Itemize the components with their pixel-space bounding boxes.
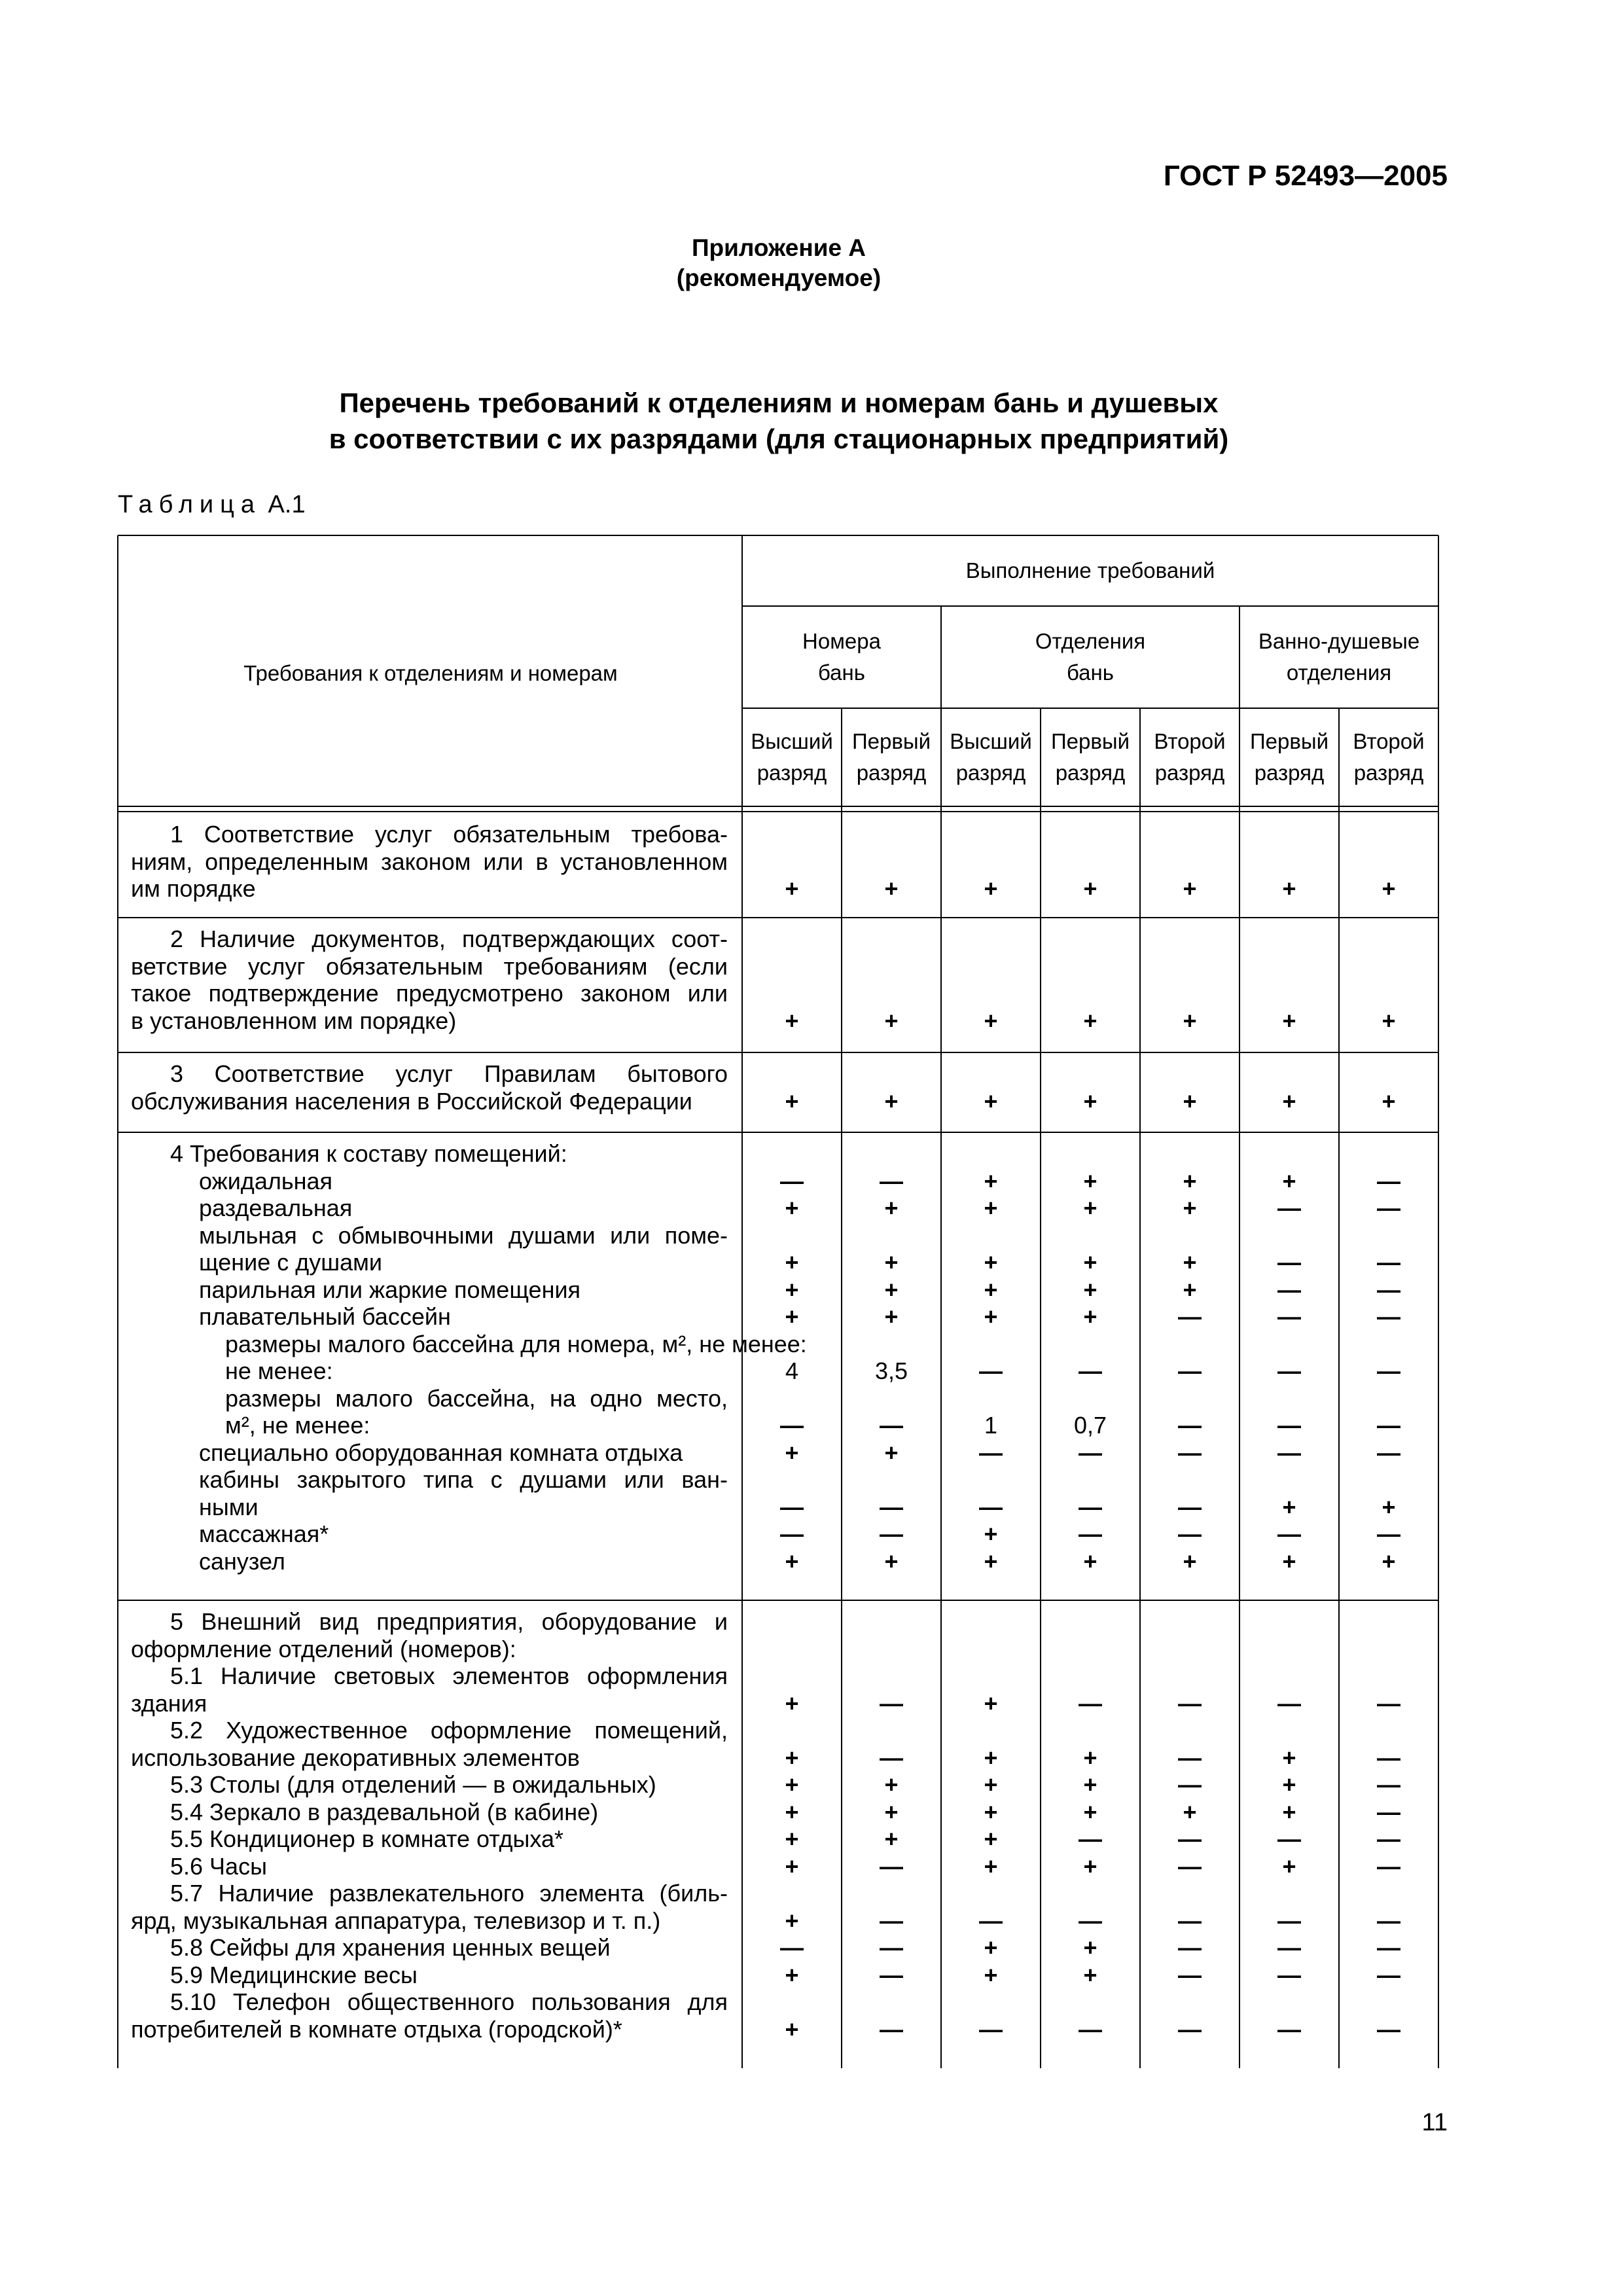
requirement-mark: +	[984, 1689, 998, 1717]
requirement-line: здания	[131, 1689, 207, 1717]
requirement-line: 1 Соответствие услуг обязательным требова-	[170, 821, 728, 848]
requirement-mark: +	[884, 1439, 899, 1466]
requirement-mark: —	[1277, 2015, 1301, 2043]
requirement-mark: 4	[785, 1357, 799, 1384]
requirement-mark: —	[1377, 1276, 1400, 1303]
requirement-mark: +	[884, 1303, 899, 1330]
requirement-mark: +	[984, 1547, 998, 1575]
header-line: Номера	[802, 629, 881, 653]
requirement-mark: +	[785, 1194, 799, 1221]
requirement-mark: —	[1377, 1412, 1400, 1439]
requirement-mark: +	[884, 875, 899, 902]
requirement-mark: —	[1377, 1194, 1400, 1221]
requirement-line: 5.9 Медицинские весы	[170, 1961, 418, 1988]
requirement-mark: +	[1282, 1771, 1296, 1798]
requirement-mark: —	[1178, 1934, 1202, 1961]
col-header-category	[742, 708, 842, 806]
requirement-mark: +	[1083, 1276, 1097, 1303]
header-line: Второй	[1353, 729, 1425, 753]
requirement-mark: +	[785, 1744, 799, 1771]
requirement-line: 5.8 Сейфы для хранения ценных вещей	[170, 1934, 611, 1961]
requirement-mark: —	[880, 2015, 903, 2043]
requirement-mark: —	[1277, 1249, 1301, 1276]
requirement-mark: +	[1083, 1852, 1097, 1880]
requirement-mark: —	[1277, 1412, 1301, 1439]
col-header-category	[941, 708, 1041, 806]
requirement-mark: —	[979, 1439, 1003, 1466]
requirement-line: ожидальная	[199, 1167, 332, 1194]
requirement-mark: +	[884, 1194, 899, 1221]
requirement-mark: +	[984, 1961, 998, 1988]
requirement-mark: —	[979, 1493, 1003, 1520]
requirement-mark: —	[880, 1961, 903, 1988]
col-header-group	[1240, 606, 1438, 708]
col-header-fulfilment-label	[966, 555, 1215, 586]
requirement-mark: +	[984, 1194, 998, 1221]
requirement-mark: +	[1282, 875, 1296, 902]
requirement-mark: —	[780, 1167, 804, 1194]
requirement-mark: +	[984, 1520, 998, 1547]
header-line: разряд	[1055, 761, 1126, 785]
requirement-mark: +	[984, 1303, 998, 1330]
requirement-line: обслуживания населения в Российской Федерации	[131, 1087, 692, 1115]
requirement-line: м², не менее:	[225, 1412, 370, 1439]
requirement-mark: —	[1377, 1825, 1400, 1852]
title-line-2: в соответствии с их разрядами (для стационарных предприятий)	[329, 423, 1229, 454]
requirement-line: 5.4 Зеркало в раздевальной (в кабине)	[170, 1798, 599, 1825]
requirement-mark: +	[785, 1249, 799, 1276]
requirement-line: размеры малого бассейна, на одно место,	[225, 1384, 728, 1412]
requirement-mark: +	[1382, 1007, 1396, 1034]
requirement-text	[131, 1060, 728, 1115]
requirement-mark: +	[785, 1276, 799, 1303]
header-line: Отделения	[1035, 629, 1146, 653]
requirement-text	[131, 1140, 807, 1575]
requirement-mark: —	[1178, 1907, 1202, 1934]
requirement-mark: +	[884, 1771, 899, 1798]
requirement-mark: +	[1183, 1547, 1197, 1575]
requirement-line: 5.1 Наличие световых элементов оформления	[170, 1662, 728, 1689]
requirement-mark: —	[1377, 1520, 1400, 1547]
table-caption-number: А.1	[261, 491, 306, 518]
requirement-mark: —	[1178, 1412, 1202, 1439]
header-line: разряд	[1154, 761, 1225, 785]
requirement-line: 5.3 Столы (для отделений — в ожидальных)	[170, 1771, 656, 1798]
header-line: разряд	[1353, 761, 1424, 785]
requirement-mark: +	[785, 1087, 799, 1115]
title-line-1: Перечень требований к отделениям и номерам бань и душевых	[339, 387, 1219, 418]
requirement-mark: +	[884, 1249, 899, 1276]
requirement-mark: +	[1083, 1007, 1097, 1034]
requirement-mark: —	[1277, 1276, 1301, 1303]
requirement-mark: 0,7	[1073, 1412, 1107, 1439]
requirement-line: ниям, определенным законом или в установленном	[131, 848, 728, 875]
requirement-mark: +	[1282, 1744, 1296, 1771]
requirement-mark: —	[1277, 1689, 1301, 1717]
header-line: Высший	[950, 729, 1032, 753]
requirement-mark: +	[984, 1744, 998, 1771]
header-line: разряд	[856, 761, 927, 785]
requirement-line: ветствие услуг обязательным требованиям (если	[131, 952, 728, 980]
requirement-mark: —	[1277, 1439, 1301, 1466]
col-header-group-label	[1258, 626, 1419, 689]
requirement-mark: —	[1079, 1689, 1102, 1717]
requirement-mark: +	[785, 1798, 799, 1825]
requirement-mark: +	[1183, 1167, 1197, 1194]
requirement-mark: —	[1079, 1439, 1102, 1466]
col-header-category-label	[1051, 726, 1130, 789]
header-line: Высший	[751, 729, 833, 753]
requirement-line: 5.6 Часы	[170, 1852, 267, 1880]
col-header-category-label	[950, 726, 1032, 789]
requirement-mark: —	[1178, 1439, 1202, 1466]
requirement-mark: —	[880, 1744, 903, 1771]
requirement-mark: —	[1277, 1357, 1301, 1384]
requirement-mark: +	[1382, 1547, 1396, 1575]
requirement-mark: +	[984, 1276, 998, 1303]
requirement-mark: —	[1178, 1303, 1202, 1330]
requirement-line: оформление отделений (номеров):	[131, 1635, 516, 1662]
requirement-mark: —	[1178, 1771, 1202, 1798]
requirement-mark: +	[984, 1934, 998, 1961]
requirement-mark: —	[1377, 1439, 1400, 1466]
requirement-mark: +	[1183, 1249, 1197, 1276]
requirement-mark: —	[1377, 1961, 1400, 1988]
requirement-mark: —	[1277, 1961, 1301, 1988]
requirement-mark: +	[785, 875, 799, 902]
requirement-mark: —	[1277, 1520, 1301, 1547]
requirement-line: ными	[199, 1493, 259, 1520]
col-header-category-label	[751, 726, 833, 789]
requirement-mark: +	[785, 1689, 799, 1717]
requirement-line: такое подтверждение предусмотрено законом или	[131, 980, 728, 1007]
col-header-category-label	[1154, 726, 1225, 789]
requirement-mark: +	[1183, 1007, 1197, 1034]
requirement-mark: —	[1377, 1689, 1400, 1717]
requirement-line: 5.10 Телефон общественного пользования для	[170, 1988, 728, 2015]
requirement-mark: —	[780, 1520, 804, 1547]
requirement-mark: —	[880, 1493, 903, 1520]
requirement-mark: —	[1377, 1907, 1400, 1934]
col-header-group-label	[802, 626, 881, 689]
requirement-line: 2 Наличие документов, подтверждающих соот-	[170, 925, 728, 952]
requirement-mark: +	[1183, 875, 1197, 902]
requirement-mark: —	[1377, 1934, 1400, 1961]
requirement-mark: —	[979, 2015, 1003, 2043]
requirement-mark: +	[884, 1547, 899, 1575]
header-line: Второй	[1154, 729, 1226, 753]
header-line: Ванно-душевые	[1258, 629, 1420, 653]
requirement-mark: +	[1183, 1087, 1197, 1115]
col-header-category-label	[1250, 726, 1329, 789]
requirement-mark: +	[1183, 1194, 1197, 1221]
requirement-mark: +	[1282, 1007, 1296, 1034]
requirement-mark: +	[884, 1798, 899, 1825]
col-header-category	[1041, 708, 1140, 806]
requirement-mark: +	[1083, 1249, 1097, 1276]
requirement-mark: —	[1377, 1798, 1400, 1825]
requirement-mark: +	[984, 1852, 998, 1880]
requirement-line: 5.7 Наличие развлекательного элемента (биль-	[170, 1880, 728, 1907]
requirement-mark: +	[785, 1007, 799, 1034]
requirement-line: щение с душами	[199, 1249, 383, 1276]
requirement-mark: —	[780, 1493, 804, 1520]
requirement-mark: +	[1282, 1493, 1296, 1520]
col-header-category	[1240, 708, 1339, 806]
requirement-line: 5.5 Кондиционер в комнате отдыха*	[170, 1825, 564, 1852]
requirement-mark: —	[1178, 1689, 1202, 1717]
requirement-mark: —	[1277, 1194, 1301, 1221]
requirement-mark: —	[1377, 1852, 1400, 1880]
requirement-mark: —	[1178, 1852, 1202, 1880]
requirement-mark: +	[984, 1798, 998, 1825]
requirement-mark: +	[1382, 1493, 1396, 1520]
requirement-line: использование декоративных элементов	[131, 1744, 580, 1771]
requirement-mark: +	[1083, 1961, 1097, 1988]
requirement-mark: —	[880, 1689, 903, 1717]
table-caption-word: Таблица	[118, 491, 261, 518]
requirement-mark: +	[785, 1303, 799, 1330]
document-code: ГОСТ Р 52493—2005	[1163, 160, 1448, 192]
requirement-mark: +	[1282, 1087, 1296, 1115]
appendix-kind: (рекомендуемое)	[676, 264, 882, 291]
requirement-mark: +	[1282, 1852, 1296, 1880]
requirement-mark: +	[984, 1007, 998, 1034]
requirement-line: им порядке	[131, 875, 256, 902]
requirement-mark: —	[1377, 1167, 1400, 1194]
requirement-text	[131, 1608, 728, 2043]
requirement-line: кабины закрытого типа с душами или ван-	[199, 1466, 728, 1493]
requirement-mark: +	[1083, 1167, 1097, 1194]
requirement-text	[131, 925, 728, 1034]
requirement-line: потребителей в комнате отдыха (городской)*	[131, 2015, 622, 2043]
requirement-mark: —	[1178, 1357, 1202, 1384]
requirement-line: 3 Соответствие услуг Правилам бытового	[170, 1060, 728, 1087]
requirement-line: в установленном им порядке)	[131, 1007, 457, 1034]
requirement-mark: +	[1083, 1547, 1097, 1575]
header-line: разряд	[1254, 761, 1325, 785]
requirement-mark: —	[1277, 1825, 1301, 1852]
requirement-mark: —	[1277, 1303, 1301, 1330]
requirement-line: 5.2 Художественное оформление помещений,	[170, 1717, 728, 1744]
requirement-mark: +	[785, 1825, 799, 1852]
requirement-mark: +	[884, 1276, 899, 1303]
requirement-mark: +	[1083, 1744, 1097, 1771]
requirement-mark: +	[1083, 875, 1097, 902]
requirement-mark: —	[1079, 1907, 1102, 1934]
requirement-line: массажная*	[199, 1520, 329, 1547]
requirement-mark: +	[1183, 1798, 1197, 1825]
requirement-mark: +	[884, 1825, 899, 1852]
requirement-mark: —	[1178, 1744, 1202, 1771]
col-header-group-label	[1035, 626, 1145, 689]
requirement-mark: +	[785, 1907, 799, 1934]
requirement-mark: +	[1282, 1167, 1296, 1194]
header-line: Первый	[1249, 729, 1329, 753]
requirement-mark: —	[880, 1852, 903, 1880]
requirement-mark: —	[880, 1412, 903, 1439]
requirement-mark: +	[1083, 1087, 1097, 1115]
requirement-mark: —	[979, 1907, 1003, 1934]
requirement-mark: +	[1382, 1087, 1396, 1115]
requirement-line: плавательный бассейн	[199, 1303, 451, 1330]
requirement-mark: —	[1178, 1825, 1202, 1852]
col-header-fulfilment	[742, 535, 1438, 606]
requirement-mark: +	[984, 875, 998, 902]
requirement-mark: —	[1377, 1744, 1400, 1771]
requirement-mark: —	[1377, 1357, 1400, 1384]
requirement-mark: —	[1377, 2015, 1400, 2043]
header-line: Первый	[1050, 729, 1130, 753]
requirement-mark: —	[1079, 1357, 1102, 1384]
col-header-group	[941, 606, 1240, 708]
header-line: бань	[1067, 660, 1114, 685]
requirement-mark: +	[1282, 1798, 1296, 1825]
requirement-mark: —	[1079, 1493, 1102, 1520]
requirement-mark: +	[984, 1167, 998, 1194]
col-header-category-label	[852, 726, 931, 789]
requirement-mark: +	[1083, 1771, 1097, 1798]
col-header-category-label	[1353, 726, 1424, 789]
requirement-mark: 1	[984, 1412, 998, 1439]
requirement-mark: —	[880, 1167, 903, 1194]
requirement-mark: +	[785, 1439, 799, 1466]
requirement-mark: +	[984, 1249, 998, 1276]
col-header-category	[1140, 708, 1240, 806]
requirement-mark: —	[1178, 1493, 1202, 1520]
requirement-line: 4 Требования к составу помещений:	[170, 1140, 567, 1167]
requirement-mark: +	[884, 1007, 899, 1034]
requirement-mark: +	[785, 1961, 799, 1988]
requirement-mark: +	[1083, 1934, 1097, 1961]
requirement-mark: +	[1083, 1303, 1097, 1330]
requirement-mark: —	[1377, 1303, 1400, 1330]
header-line: Выполнение требований	[965, 558, 1215, 583]
requirement-mark: +	[785, 2015, 799, 2043]
header-line: отделения	[1286, 660, 1392, 685]
header-line: бань	[818, 660, 865, 685]
requirement-mark: +	[785, 1771, 799, 1798]
requirement-line: ярд, музыкальная аппаратура, телевизор и т. п.)	[131, 1907, 661, 1934]
col-header-requirements: Требования к отделениям и номерам	[243, 661, 618, 685]
requirement-mark: —	[1377, 1249, 1400, 1276]
requirement-mark: —	[1079, 2015, 1102, 2043]
requirement-mark: —	[880, 1934, 903, 1961]
col-header-category	[1339, 708, 1438, 806]
requirement-mark: +	[785, 1852, 799, 1880]
requirement-line: специально оборудованная комната отдыха	[199, 1439, 683, 1466]
requirement-mark: +	[1183, 1276, 1197, 1303]
requirement-mark: —	[780, 1934, 804, 1961]
requirement-mark: —	[1178, 1961, 1202, 1988]
requirement-mark: +	[984, 1825, 998, 1852]
requirement-line: санузел	[199, 1547, 285, 1575]
requirement-mark: +	[785, 1547, 799, 1575]
requirement-mark: +	[1382, 875, 1396, 902]
requirement-line: не менее:	[225, 1357, 333, 1384]
requirement-text	[131, 821, 728, 903]
requirement-mark: —	[880, 1907, 903, 1934]
appendix-title: Приложение А	[691, 234, 866, 261]
requirement-mark: —	[1178, 2015, 1202, 2043]
requirement-line: 5 Внешний вид предприятия, оборудование и	[170, 1608, 728, 1635]
requirement-mark: 3,5	[874, 1357, 908, 1384]
requirement-mark: —	[1079, 1825, 1102, 1852]
requirement-mark: +	[884, 1087, 899, 1115]
requirement-mark: +	[1083, 1798, 1097, 1825]
requirement-mark: —	[880, 1520, 903, 1547]
requirement-mark: +	[984, 1771, 998, 1798]
requirement-mark: +	[1083, 1194, 1097, 1221]
requirement-line: раздевальная	[199, 1194, 353, 1221]
col-header-category	[842, 708, 941, 806]
col-header-group	[742, 606, 941, 708]
requirement-mark: —	[1277, 1934, 1301, 1961]
requirement-mark: —	[780, 1412, 804, 1439]
requirement-mark: +	[1282, 1547, 1296, 1575]
requirement-line: мыльная с обмывочными душами или поме-	[199, 1221, 728, 1249]
requirement-mark: +	[984, 1087, 998, 1115]
requirement-mark: —	[1377, 1771, 1400, 1798]
requirement-mark: —	[1079, 1520, 1102, 1547]
header-line: разряд	[757, 761, 827, 785]
requirement-mark: —	[1178, 1520, 1202, 1547]
header-line: разряд	[955, 761, 1026, 785]
header-line: Первый	[851, 729, 931, 753]
requirement-mark: —	[1277, 1907, 1301, 1934]
requirement-line: парильная или жаркие помещения	[199, 1276, 581, 1303]
page-number: 11	[1421, 2109, 1448, 2136]
requirement-mark: —	[979, 1357, 1003, 1384]
requirement-line: размеры малого бассейна для номера, м², не менее:	[225, 1330, 807, 1357]
